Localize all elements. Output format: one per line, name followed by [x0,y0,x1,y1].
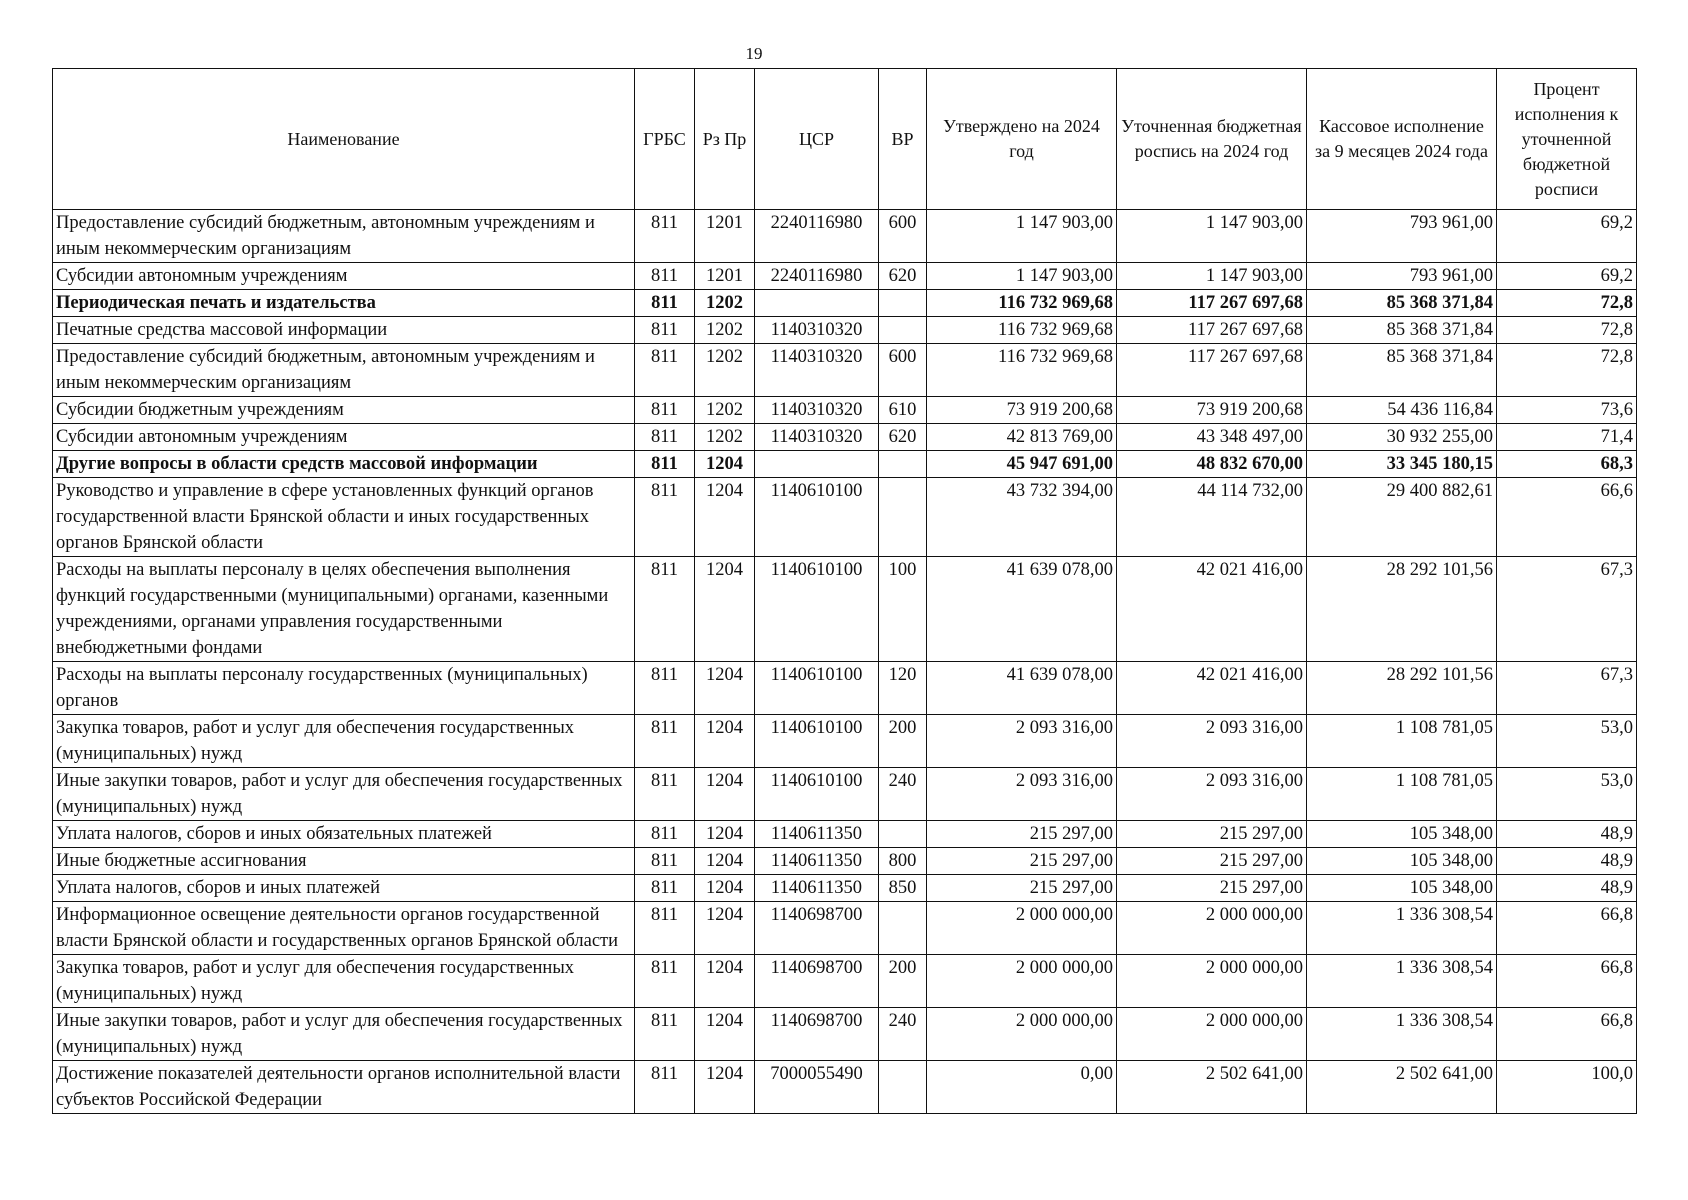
cell-grbs: 811 [635,557,695,662]
cell-rzpr: 1204 [695,478,755,557]
cell-percent: 48,9 [1497,821,1637,848]
cell-approved: 215 297,00 [927,848,1117,875]
cell-vr: 240 [879,1008,927,1061]
cell-rzpr: 1204 [695,1061,755,1114]
cell-refined: 42 021 416,00 [1117,557,1307,662]
cell-grbs: 811 [635,424,695,451]
cell-rzpr: 1204 [695,451,755,478]
cell-grbs: 811 [635,875,695,902]
cell-executed: 1 336 308,54 [1307,1008,1497,1061]
cell-name: Руководство и управление в сфере установленных функций органов государственной власти Брянской области и иных государственных органов Брянской области [53,478,635,557]
cell-rzpr: 1201 [695,210,755,263]
cell-csr [755,290,879,317]
cell-grbs: 811 [635,1008,695,1061]
cell-csr: 1140310320 [755,424,879,451]
cell-executed: 29 400 882,61 [1307,478,1497,557]
budget-execution-table [52,68,1637,1114]
cell-name: Иные закупки товаров, работ и услуг для обеспечения государственных (муниципальных) нужд [53,1008,635,1061]
cell-name: Предоставление субсидий бюджетным, автономным учреждениям и иным некоммерческим организациям [53,344,635,397]
cell-executed: 105 348,00 [1307,821,1497,848]
cell-refined: 2 093 316,00 [1117,768,1307,821]
header-percent: Процент исполнения к уточненной бюджетной росписи [1497,69,1637,210]
cell-rzpr: 1204 [695,848,755,875]
cell-executed: 1 108 781,05 [1307,768,1497,821]
cell-grbs: 811 [635,1061,695,1114]
cell-rzpr: 1202 [695,424,755,451]
cell-percent: 72,8 [1497,290,1637,317]
cell-approved: 2 000 000,00 [927,902,1117,955]
cell-percent: 66,8 [1497,955,1637,1008]
table-row [53,478,1637,557]
cell-vr: 100 [879,557,927,662]
cell-approved: 41 639 078,00 [927,557,1117,662]
table-row [53,344,1637,397]
cell-percent: 69,2 [1497,263,1637,290]
cell-executed: 793 961,00 [1307,210,1497,263]
cell-csr: 1140310320 [755,344,879,397]
table-row [53,715,1637,768]
cell-rzpr: 1202 [695,290,755,317]
cell-vr [879,317,927,344]
cell-percent: 72,8 [1497,344,1637,397]
cell-executed: 105 348,00 [1307,875,1497,902]
cell-executed: 1 108 781,05 [1307,715,1497,768]
cell-refined: 42 021 416,00 [1117,662,1307,715]
cell-approved: 41 639 078,00 [927,662,1117,715]
table-header [53,69,1637,210]
table-row [53,1008,1637,1061]
cell-csr: 1140610100 [755,768,879,821]
cell-executed: 28 292 101,56 [1307,662,1497,715]
cell-grbs: 811 [635,397,695,424]
cell-refined: 2 502 641,00 [1117,1061,1307,1114]
header-vr: ВР [879,69,927,210]
cell-grbs: 811 [635,715,695,768]
cell-rzpr: 1204 [695,715,755,768]
cell-percent: 66,6 [1497,478,1637,557]
cell-approved: 0,00 [927,1061,1117,1114]
header-approved: Утверждено на 2024 год [927,69,1117,210]
cell-refined: 2 093 316,00 [1117,715,1307,768]
cell-percent: 100,0 [1497,1061,1637,1114]
cell-rzpr: 1204 [695,768,755,821]
cell-csr: 1140610100 [755,478,879,557]
cell-approved: 73 919 200,68 [927,397,1117,424]
header-csr: ЦСР [755,69,879,210]
cell-approved: 2 000 000,00 [927,1008,1117,1061]
cell-percent: 71,4 [1497,424,1637,451]
cell-percent: 53,0 [1497,768,1637,821]
cell-vr [879,478,927,557]
cell-grbs: 811 [635,848,695,875]
cell-vr: 240 [879,768,927,821]
cell-executed: 2 502 641,00 [1307,1061,1497,1114]
cell-percent: 67,3 [1497,662,1637,715]
table-row [53,902,1637,955]
table-row [53,451,1637,478]
cell-rzpr: 1201 [695,263,755,290]
cell-percent: 72,8 [1497,317,1637,344]
cell-rzpr: 1202 [695,317,755,344]
cell-refined: 215 297,00 [1117,848,1307,875]
cell-name: Субсидии автономным учреждениям [53,263,635,290]
cell-csr: 1140698700 [755,955,879,1008]
cell-grbs: 811 [635,662,695,715]
cell-approved: 215 297,00 [927,821,1117,848]
cell-name: Закупка товаров, работ и услуг для обеспечения государственных (муниципальных) нужд [53,955,635,1008]
cell-vr: 200 [879,715,927,768]
cell-name: Субсидии автономным учреждениям [53,424,635,451]
table-row [53,1061,1637,1114]
table-row [53,768,1637,821]
cell-csr: 7000055490 [755,1061,879,1114]
cell-approved: 2 000 000,00 [927,955,1117,1008]
cell-approved: 1 147 903,00 [927,210,1117,263]
cell-percent: 66,8 [1497,902,1637,955]
cell-csr: 1140610100 [755,715,879,768]
table-row [53,821,1637,848]
cell-name: Расходы на выплаты персоналу в целях обеспечения выполнения функций государственными (муниципальными) органами, казенными учреждениями, органами управления государственными внебюджетными фондами [53,557,635,662]
cell-csr: 2240116980 [755,210,879,263]
cell-refined: 117 267 697,68 [1117,290,1307,317]
cell-refined: 1 147 903,00 [1117,210,1307,263]
cell-vr [879,902,927,955]
cell-name: Другие вопросы в области средств массовой информации [53,451,635,478]
cell-name: Печатные средства массовой информации [53,317,635,344]
header-grbs: ГРБС [635,69,695,210]
cell-rzpr: 1204 [695,902,755,955]
table-row [53,397,1637,424]
cell-refined: 2 000 000,00 [1117,955,1307,1008]
table-row [53,875,1637,902]
cell-grbs: 811 [635,768,695,821]
table-row [53,290,1637,317]
cell-refined: 117 267 697,68 [1117,317,1307,344]
cell-rzpr: 1204 [695,557,755,662]
cell-refined: 43 348 497,00 [1117,424,1307,451]
cell-executed: 1 336 308,54 [1307,955,1497,1008]
cell-approved: 43 732 394,00 [927,478,1117,557]
header-executed: Кассовое исполнение за 9 месяцев 2024 года [1307,69,1497,210]
cell-grbs: 811 [635,263,695,290]
cell-name: Достижение показателей деятельности органов исполнительной власти субъектов Российской Федерации [53,1061,635,1114]
table-row [53,557,1637,662]
cell-executed: 30 932 255,00 [1307,424,1497,451]
cell-rzpr: 1202 [695,397,755,424]
table-row [53,424,1637,451]
cell-refined: 44 114 732,00 [1117,478,1307,557]
cell-name: Уплата налогов, сборов и иных платежей [53,875,635,902]
cell-executed: 1 336 308,54 [1307,902,1497,955]
page-number: 19 [745,44,763,63]
cell-executed: 28 292 101,56 [1307,557,1497,662]
cell-percent: 68,3 [1497,451,1637,478]
cell-name: Расходы на выплаты персоналу государственных (муниципальных) органов [53,662,635,715]
cell-vr: 850 [879,875,927,902]
cell-percent: 48,9 [1497,848,1637,875]
header-name: Наименование [53,69,635,210]
cell-percent: 69,2 [1497,210,1637,263]
table-row [53,210,1637,263]
cell-csr: 2240116980 [755,263,879,290]
cell-csr [755,451,879,478]
cell-percent: 67,3 [1497,557,1637,662]
table-row [53,848,1637,875]
cell-refined: 73 919 200,68 [1117,397,1307,424]
cell-grbs: 811 [635,210,695,263]
cell-grbs: 811 [635,955,695,1008]
cell-refined: 117 267 697,68 [1117,344,1307,397]
cell-rzpr: 1204 [695,875,755,902]
cell-csr: 1140310320 [755,397,879,424]
cell-approved: 42 813 769,00 [927,424,1117,451]
cell-percent: 66,8 [1497,1008,1637,1061]
cell-vr: 600 [879,344,927,397]
cell-csr: 1140610100 [755,662,879,715]
cell-csr: 1140611350 [755,848,879,875]
cell-csr: 1140611350 [755,875,879,902]
cell-refined: 48 832 670,00 [1117,451,1307,478]
header-refined: Уточненная бюджетная роспись на 2024 год [1117,69,1307,210]
cell-vr: 620 [879,263,927,290]
header-rzpr: Рз Пр [695,69,755,210]
cell-grbs: 811 [635,902,695,955]
cell-csr: 1140610100 [755,557,879,662]
header-row [53,69,1637,210]
cell-vr: 620 [879,424,927,451]
cell-refined: 2 000 000,00 [1117,1008,1307,1061]
cell-rzpr: 1204 [695,821,755,848]
cell-approved: 116 732 969,68 [927,290,1117,317]
cell-percent: 73,6 [1497,397,1637,424]
cell-vr: 600 [879,210,927,263]
table-row [53,317,1637,344]
table-row [53,263,1637,290]
cell-executed: 85 368 371,84 [1307,290,1497,317]
cell-csr: 1140698700 [755,902,879,955]
cell-vr [879,290,927,317]
cell-approved: 215 297,00 [927,875,1117,902]
cell-executed: 85 368 371,84 [1307,344,1497,397]
cell-grbs: 811 [635,317,695,344]
cell-executed: 105 348,00 [1307,848,1497,875]
cell-name: Предоставление субсидий бюджетным, автономным учреждениям и иным некоммерческим организациям [53,210,635,263]
cell-vr [879,451,927,478]
cell-rzpr: 1202 [695,344,755,397]
cell-grbs: 811 [635,290,695,317]
cell-name: Иные бюджетные ассигнования [53,848,635,875]
cell-percent: 53,0 [1497,715,1637,768]
cell-rzpr: 1204 [695,662,755,715]
cell-refined: 2 000 000,00 [1117,902,1307,955]
cell-approved: 1 147 903,00 [927,263,1117,290]
cell-vr [879,1061,927,1114]
cell-executed: 54 436 116,84 [1307,397,1497,424]
cell-approved: 116 732 969,68 [927,317,1117,344]
table-body [53,210,1637,1114]
cell-executed: 33 345 180,15 [1307,451,1497,478]
cell-rzpr: 1204 [695,955,755,1008]
cell-grbs: 811 [635,451,695,478]
cell-vr [879,821,927,848]
cell-approved: 2 093 316,00 [927,768,1117,821]
cell-name: Иные закупки товаров, работ и услуг для обеспечения государственных (муниципальных) нужд [53,768,635,821]
cell-vr: 200 [879,955,927,1008]
cell-refined: 1 147 903,00 [1117,263,1307,290]
cell-csr: 1140611350 [755,821,879,848]
cell-name: Периодическая печать и издательства [53,290,635,317]
cell-name: Уплата налогов, сборов и иных обязательных платежей [53,821,635,848]
cell-grbs: 811 [635,478,695,557]
cell-percent: 48,9 [1497,875,1637,902]
table-row [53,955,1637,1008]
cell-name: Субсидии бюджетным учреждениям [53,397,635,424]
cell-rzpr: 1204 [695,1008,755,1061]
cell-name: Информационное освещение деятельности органов государственной власти Брянской области и государственных органов Брянской области [53,902,635,955]
cell-executed: 85 368 371,84 [1307,317,1497,344]
cell-approved: 116 732 969,68 [927,344,1117,397]
cell-csr: 1140310320 [755,317,879,344]
cell-grbs: 811 [635,344,695,397]
cell-executed: 793 961,00 [1307,263,1497,290]
cell-approved: 2 093 316,00 [927,715,1117,768]
cell-name: Закупка товаров, работ и услуг для обеспечения государственных (муниципальных) нужд [53,715,635,768]
table-row [53,662,1637,715]
cell-refined: 215 297,00 [1117,821,1307,848]
cell-vr: 800 [879,848,927,875]
cell-csr: 1140698700 [755,1008,879,1061]
cell-approved: 45 947 691,00 [927,451,1117,478]
cell-vr: 120 [879,662,927,715]
cell-vr: 610 [879,397,927,424]
cell-refined: 215 297,00 [1117,875,1307,902]
cell-grbs: 811 [635,821,695,848]
